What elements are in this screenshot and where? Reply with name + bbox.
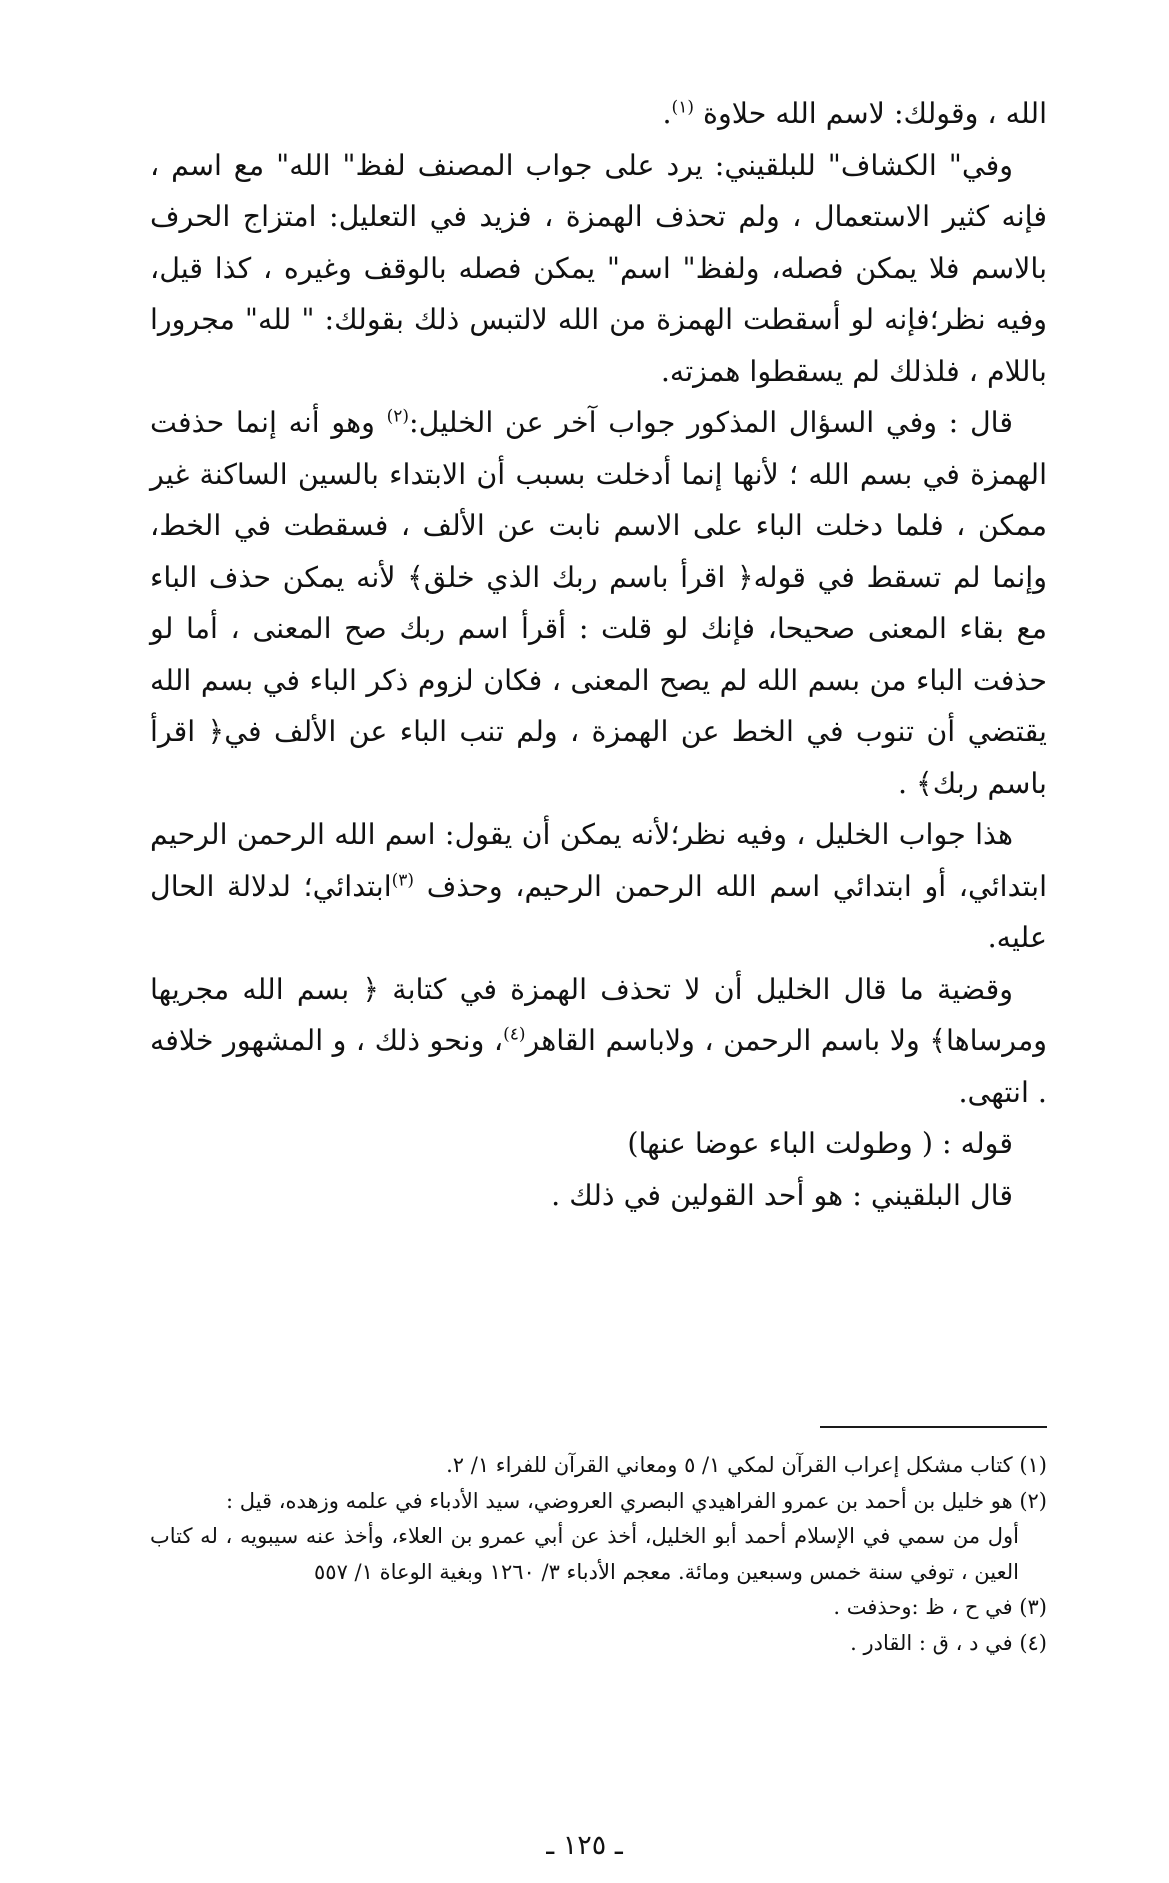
- footnotes: [150, 1448, 1047, 1661]
- paragraph-1-text: الله ، وقولك: لاسم الله حلاوة: [693, 97, 1047, 130]
- paragraph-6: قوله : ( وطولت الباء عوضا عنها): [627, 1127, 1013, 1160]
- paragraph-5-text-b: ، ونحو ذلك ، و المشهور خلافه . انتهى.: [150, 1024, 1047, 1109]
- footnote-3: (٣) في ح ، ظ :وحذفت .: [833, 1595, 1047, 1619]
- paragraph-3-text-b: وهو أنه إنما حذفت الهمزة في بسم الله ؛ لأنها إنما أدخلت بسبب أن الابتداء بالسين الساكنة غير ممكن ، فلما دخلت الباء على الاسم نابت عن الألف ، فسقطت في الخط، وإنما لم تسقط في قوله﴿ اقرأ باسم ربك الذي خلق﴾ لأنه يمكن حذف الباء مع بقاء المعنى صحيحا، فإنك لو قلت : أقرأ اسم ربك صح المعنى ، أما لو حذفت الباء من بسم الله لم يصح المعنى ، فكان لزوم ذكر الباء في بسم الله يقتضي أن تنوب في الخط عن الهمزة ، ولم تنب الباء عن الألف في﴿ اقرأ باسم ربك﴾ .: [150, 406, 1047, 800]
- main-text: [150, 88, 1047, 1221]
- footnote-separator: [820, 1426, 1047, 1428]
- footnote-ref-1: (١): [671, 97, 694, 118]
- footnote-ref-2: (٢): [386, 406, 410, 427]
- paragraph-3: [150, 397, 1047, 809]
- paragraph-5: [150, 964, 1047, 1119]
- paragraph-3-text-a: قال : وفي السؤال المذكور جواب آخر عن الخليل:: [409, 406, 1013, 439]
- footnote-ref-3: (٣): [391, 870, 415, 890]
- footnote-1: (١) كتاب مشكل إعراب القرآن لمكي ١/ ٥ ومعاني القرآن للفراء ١/ ٢.: [446, 1453, 1047, 1477]
- paragraph-4: [150, 809, 1047, 964]
- page-number: ـ ١٢٥ ـ: [546, 1830, 623, 1861]
- footnote-2-continued: أول من سمي في الإسلام أحمد أبو الخليل، أخذ عن أبي عمرو بن العلاء، وأخذ عنه سيبويه ، له كتاب العين ، توفي سنة خمس وسبعين ومائة. معجم الأدباء ٣/ ١٢٦٠ وبغية الوعاة ١/ ٥٥٧: [150, 1524, 1019, 1584]
- paragraph-2: وفي" الكشاف" للبلقيني: يرد على جواب المصنف لفظ" الله" مع اسم ، فإنه كثير الاستعمال ، ولم تحذف الهمزة ، فزيد في التعليل: امتزاج الحرف بالاسم فلا يمكن فصله، ولفظ" اسم" يمكن فصله بالوقف وغيره ، كذا قيل، وفيه نظر؛فإنه لو أسقطت الهمزة من الله لالتبس ذلك بقولك: " لله" مجرورا باللام ، فلذلك لم يسقطوا همزته.: [150, 148, 1047, 388]
- paragraph-4-text-a: هذا جواب الخليل ، وفيه نظر؛لأنه يمكن أن يقول: اسم الله الرحمن الرحيم ابتدائي، أو ابتدائي اسم الله الرحمن الرحيم، وحذف: [150, 818, 1047, 903]
- paragraph-1-end: .: [662, 97, 672, 130]
- paragraph-4-text-b: ابتدائي؛ لدلالة الحال عليه.: [150, 869, 1047, 954]
- footnote-4: (٤) في د ، ق : القادر .: [850, 1630, 1047, 1655]
- footnote-ref-4: (٤): [503, 1024, 526, 1045]
- paragraph-7: قال البلقيني : هو أحد القولين في ذلك .: [551, 1178, 1013, 1212]
- paragraph-5-text-a: وقضية ما قال الخليل أن لا تحذف الهمزة في كتابة ﴿ بسم الله مجريها ومرساها﴾ ولا باسم الرحمن ، ولاباسم القاهر: [150, 972, 1047, 1057]
- footnote-2: (٢) هو خليل بن أحمد بن عمرو الفراهيدي البصري العروضي، سيد الأدباء في علمه وزهده، قيل :: [226, 1488, 1047, 1513]
- paragraph-1: [150, 88, 1047, 140]
